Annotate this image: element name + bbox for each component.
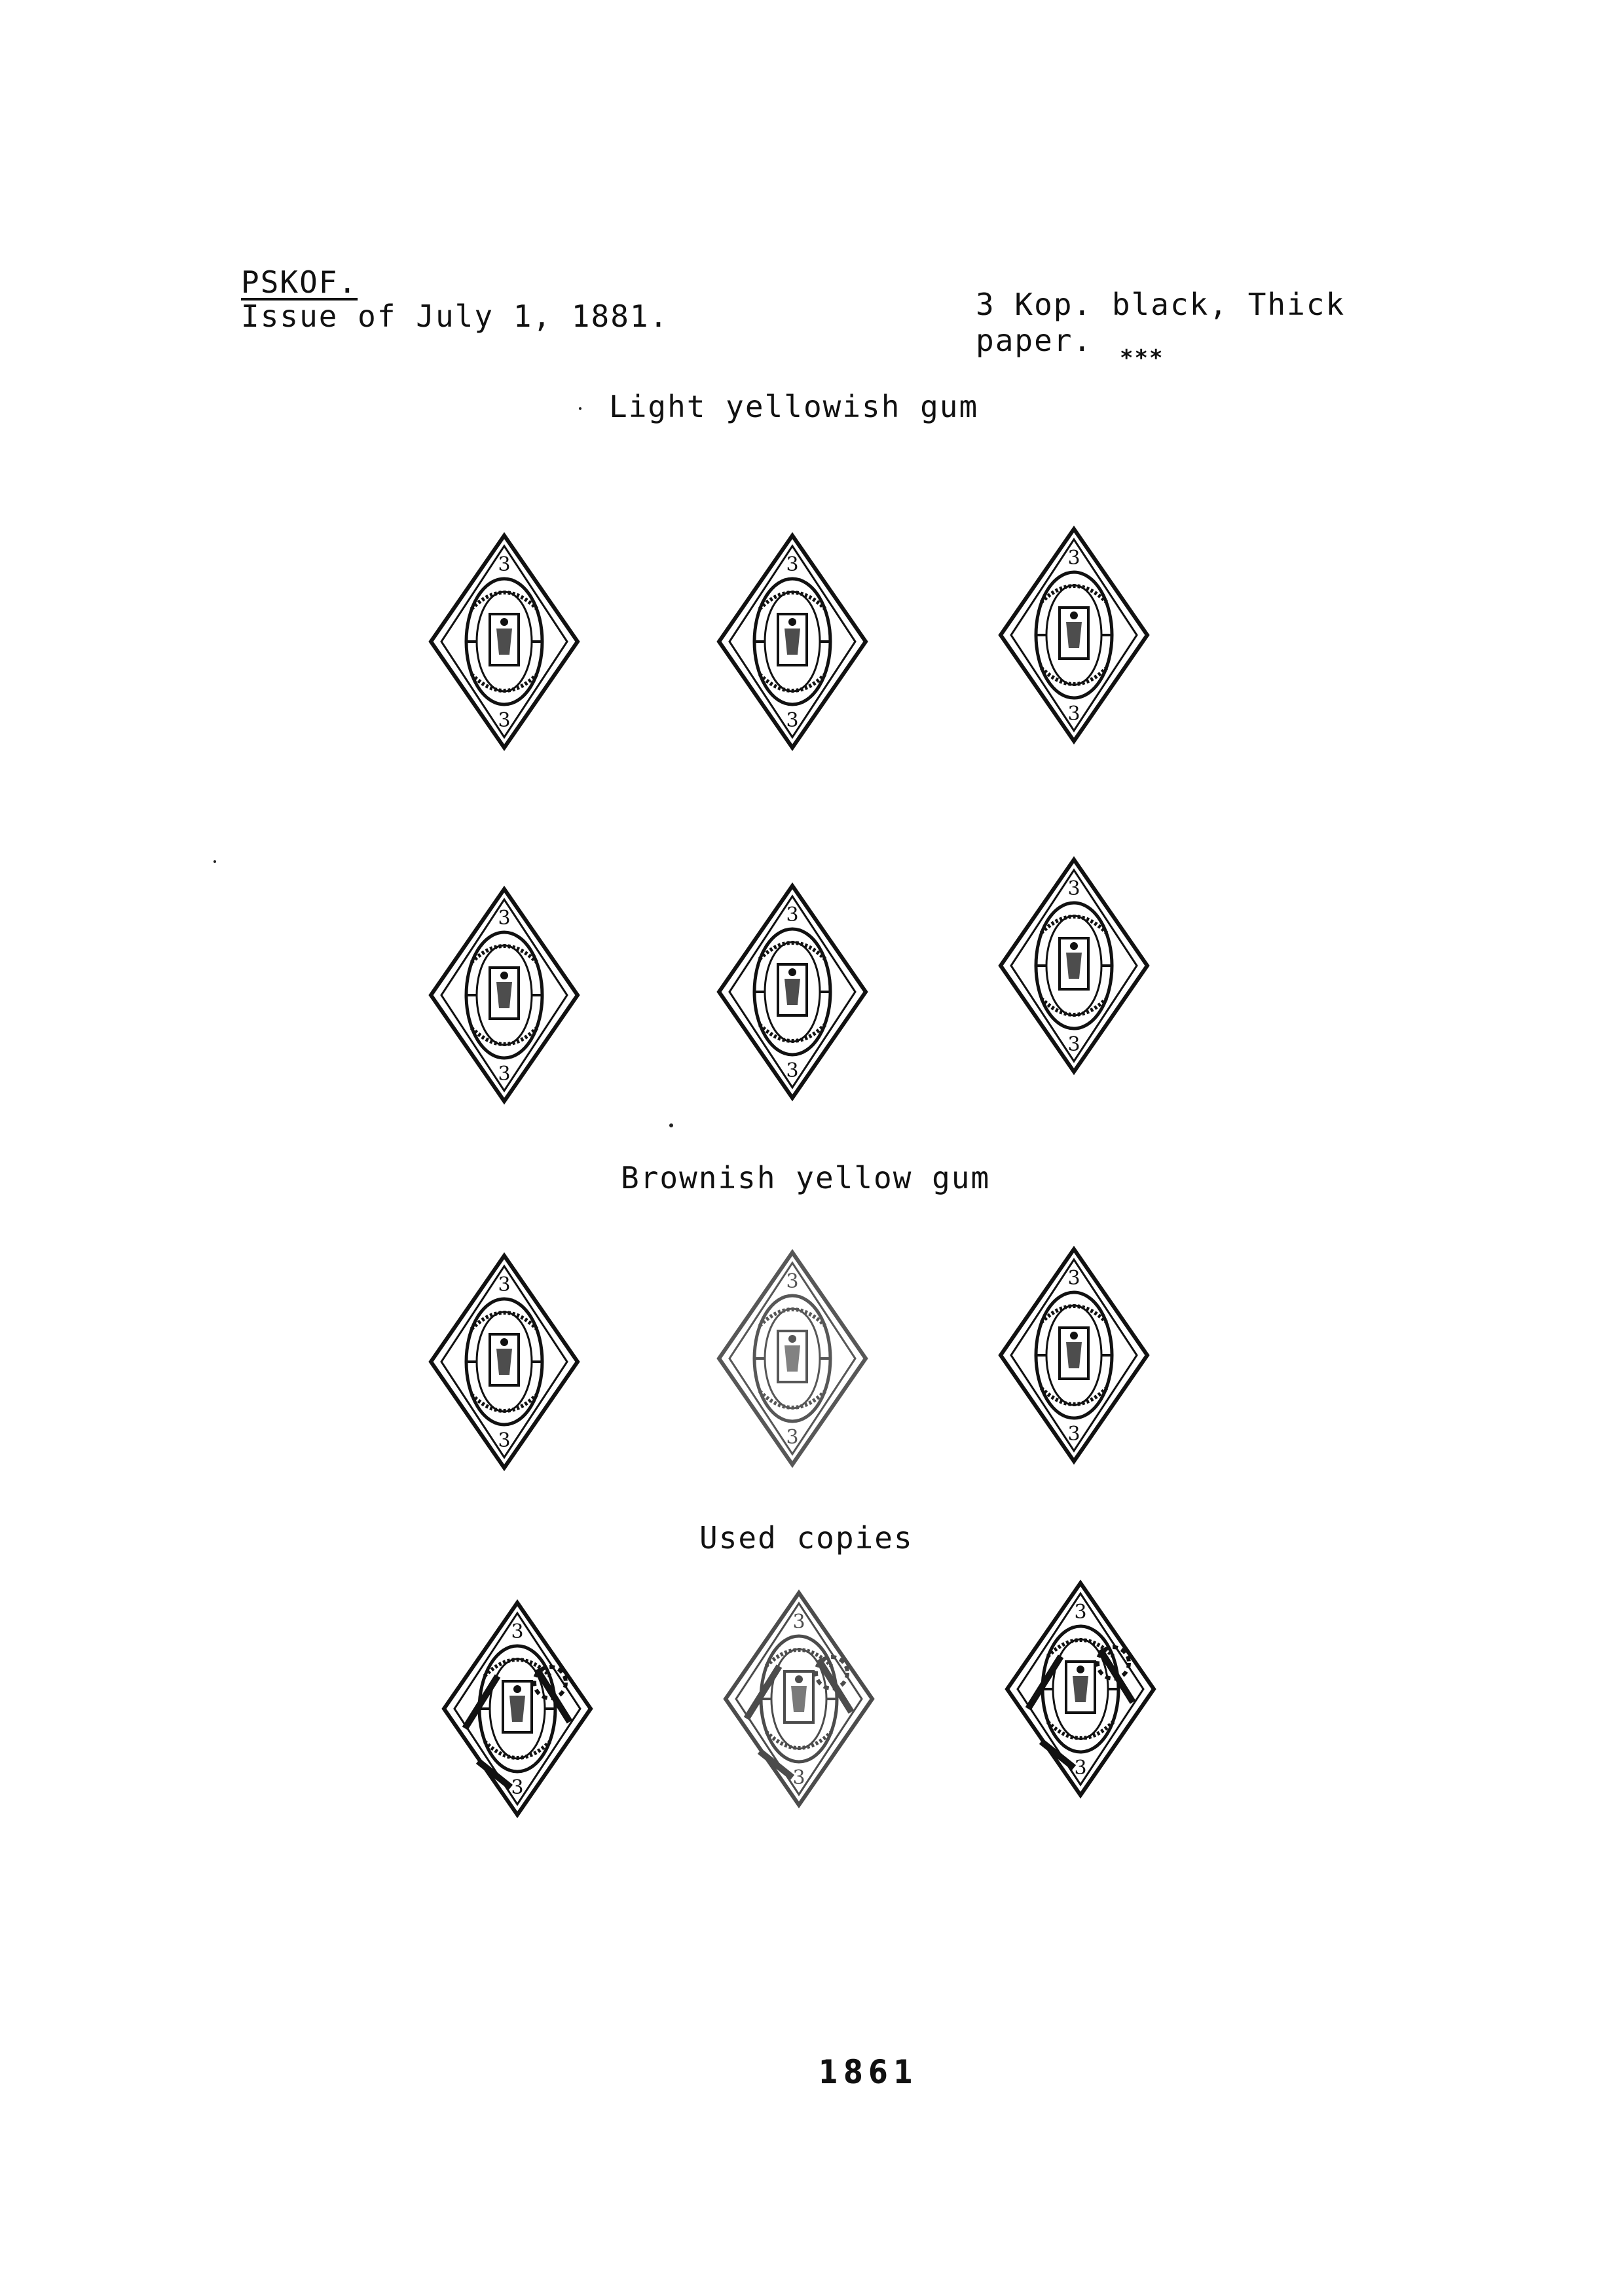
stamp-image [714, 881, 871, 1103]
section-heading-brownish-yellow-gum: Brownish yellow gum [621, 1160, 991, 1195]
stamp-image-used [439, 1597, 596, 1820]
stamp-image [426, 530, 583, 753]
stamp-image-used [1002, 1578, 1159, 1800]
stamp-description-line1: 3 Kop. black, Thick [976, 287, 1346, 322]
scan-speck [669, 1123, 673, 1127]
section-heading-light-yellowish-gum: Light yellowish gum [609, 389, 979, 424]
stamp-image [426, 1250, 583, 1473]
stamp-image [426, 884, 583, 1106]
stamp-description-line2: paper. [976, 323, 1093, 358]
stamp-image-used [720, 1588, 877, 1810]
scan-speck [579, 407, 581, 410]
rarity-stars: *** [1120, 345, 1164, 371]
stamp-image [714, 530, 871, 753]
stamp-image [995, 524, 1153, 746]
stamp-image [714, 1247, 871, 1470]
issue-date: Issue of July 1, 1881. [241, 299, 669, 334]
stamp-image [995, 854, 1153, 1077]
stamp-image [995, 1244, 1153, 1467]
page-number: 1861 [819, 2053, 919, 2091]
section-heading-used-copies: Used copies [699, 1520, 913, 1556]
scan-speck [213, 860, 216, 863]
page-title: PSKOF. [241, 264, 358, 300]
